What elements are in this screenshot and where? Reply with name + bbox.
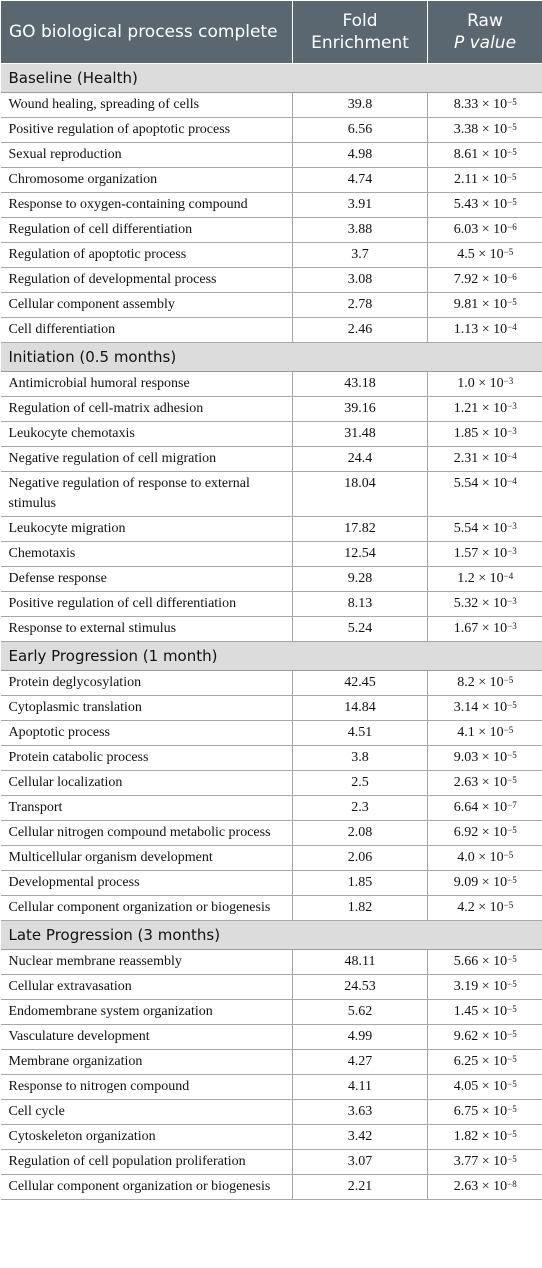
p-value-exponent: −5 bbox=[507, 122, 517, 132]
p-value-cell: $4.05 \times 10^{-5}$ bbox=[428, 1075, 542, 1100]
p-value-exponent: −4 bbox=[503, 571, 514, 581]
p-value-cell: $9.09 \times 10^{-5}$ bbox=[428, 871, 542, 896]
table-row bbox=[1, 243, 542, 268]
fold-enrichment-cell: 3.07 bbox=[293, 1150, 428, 1175]
p-value-mantissa: 4.2 bbox=[457, 900, 475, 915]
table-row bbox=[1, 771, 542, 796]
go-process-cell: Chromosome organization bbox=[1, 168, 293, 193]
p-value-cell: $9.62 \times 10^{-5}$ bbox=[428, 1025, 542, 1050]
table-row bbox=[1, 193, 542, 218]
go-process-cell: Response to nitrogen compound bbox=[1, 1075, 293, 1100]
p-value-cell: $5.54 \times 10^{-3}$ bbox=[428, 517, 542, 542]
p-value-exponent: −3 bbox=[507, 621, 517, 631]
p-value-exponent: −5 bbox=[506, 172, 517, 182]
table-header bbox=[1, 1, 542, 64]
p-value-exponent: −4 bbox=[507, 451, 517, 461]
fold-enrichment-cell: 4.99 bbox=[293, 1025, 428, 1050]
table-body bbox=[1, 64, 542, 1200]
p-value-cell: $1.45 \times 10^{-5}$ bbox=[428, 1000, 542, 1025]
go-process-cell: Leukocyte migration bbox=[1, 517, 293, 542]
go-process-cell: Sexual reproduction bbox=[1, 143, 293, 168]
go-process-cell: Negative regulation of cell migration bbox=[1, 447, 293, 472]
table-row bbox=[1, 268, 542, 293]
table-row bbox=[1, 1075, 542, 1100]
fold-enrichment-cell: 3.91 bbox=[293, 193, 428, 218]
p-value-mantissa: 1.85 bbox=[453, 426, 479, 441]
fold-enrichment-cell: 3.88 bbox=[293, 218, 428, 243]
p-value-mantissa: 4.0 bbox=[457, 850, 475, 865]
fold-enrichment-cell: 4.27 bbox=[293, 1050, 428, 1075]
p-value-exponent: −5 bbox=[507, 197, 517, 207]
p-value-cell: $2.63 \times 10^{-5}$ bbox=[428, 771, 542, 796]
p-value-mantissa: 5.54 bbox=[453, 476, 479, 491]
table-row bbox=[1, 821, 542, 846]
section-title: Early Progression (1 month) bbox=[1, 642, 542, 671]
p-value-exponent: −5 bbox=[507, 97, 517, 107]
p-value-exponent: −5 bbox=[507, 979, 517, 989]
go-process-cell: Protein deglycosylation bbox=[1, 671, 293, 696]
p-value-exponent: −5 bbox=[507, 147, 517, 157]
p-value-cell: $1.2 \times 10^{-4}$ bbox=[428, 567, 542, 592]
p-value-cell: $2.31 \times 10^{-4}$ bbox=[428, 447, 542, 472]
p-value-mantissa: 5.54 bbox=[453, 521, 479, 536]
fold-enrichment-cell: 4.11 bbox=[293, 1075, 428, 1100]
p-value-cell: $6.92 \times 10^{-5}$ bbox=[428, 821, 542, 846]
p-value-cell: $6.75 \times 10^{-5}$ bbox=[428, 1100, 542, 1125]
p-value-exponent: −3 bbox=[507, 546, 517, 556]
fold-enrichment-cell: 2.46 bbox=[293, 318, 428, 343]
table-row bbox=[1, 472, 542, 517]
table-row bbox=[1, 372, 542, 397]
fold-enrichment-cell: 8.13 bbox=[293, 592, 428, 617]
go-process-cell: Positive regulation of cell differentiation bbox=[1, 592, 293, 617]
p-value-exponent: −3 bbox=[507, 426, 517, 436]
p-value-mantissa: 5.43 bbox=[453, 197, 479, 212]
table-row bbox=[1, 168, 542, 193]
header-fold-enrichment: Fold Enrichment bbox=[293, 1, 428, 64]
fold-enrichment-cell: 2.3 bbox=[293, 796, 428, 821]
go-process-cell: Cellular localization bbox=[1, 771, 293, 796]
fold-enrichment-cell: 2.08 bbox=[293, 821, 428, 846]
go-process-cell: Membrane organization bbox=[1, 1050, 293, 1075]
p-value-cell: $6.03 \times 10^{-6}$ bbox=[428, 218, 542, 243]
fold-enrichment-cell: 48.11 bbox=[293, 950, 428, 975]
table-row bbox=[1, 1000, 542, 1025]
go-process-cell: Cellular component organization or biogenesis bbox=[1, 1175, 293, 1200]
p-value-mantissa: 9.09 bbox=[453, 875, 479, 890]
go-process-cell: Chemotaxis bbox=[1, 542, 293, 567]
table-row bbox=[1, 1150, 542, 1175]
p-value-exponent: −5 bbox=[503, 900, 514, 910]
p-value-mantissa: 1.2 bbox=[457, 571, 475, 586]
header-raw-label: Raw bbox=[467, 11, 503, 31]
table-row bbox=[1, 1100, 542, 1125]
p-value-cell: $3.77 \times 10^{-5}$ bbox=[428, 1150, 542, 1175]
p-value-mantissa: 2.11 bbox=[454, 172, 478, 187]
table-row bbox=[1, 1050, 542, 1075]
p-value-exponent: −5 bbox=[507, 954, 517, 964]
p-value-mantissa: 6.92 bbox=[453, 825, 479, 840]
table-row bbox=[1, 846, 542, 871]
p-value-mantissa: 9.62 bbox=[453, 1029, 479, 1044]
p-value-cell: $1.13 \times 10^{-4}$ bbox=[428, 318, 542, 343]
fold-enrichment-cell: 5.62 bbox=[293, 1000, 428, 1025]
p-value-mantissa: 2.63 bbox=[453, 1179, 479, 1194]
go-process-cell: Cellular extravasation bbox=[1, 975, 293, 1000]
p-value-exponent: −5 bbox=[503, 675, 514, 685]
p-value-mantissa: 3.19 bbox=[453, 979, 479, 994]
fold-enrichment-cell: 17.82 bbox=[293, 517, 428, 542]
p-value-mantissa: 6.03 bbox=[453, 222, 479, 237]
go-process-cell: Developmental process bbox=[1, 871, 293, 896]
go-process-cell: Negative regulation of response to external stimulus bbox=[1, 472, 293, 517]
p-value-cell: $7.92 \times 10^{-6}$ bbox=[428, 268, 542, 293]
fold-enrichment-cell: 2.06 bbox=[293, 846, 428, 871]
p-value-mantissa: 1.45 bbox=[453, 1004, 479, 1019]
table-row bbox=[1, 318, 542, 343]
table-row bbox=[1, 671, 542, 696]
p-value-exponent: −5 bbox=[503, 247, 514, 257]
table-row bbox=[1, 796, 542, 821]
p-value-mantissa: 9.81 bbox=[453, 297, 479, 312]
p-value-cell: $9.03 \times 10^{-5}$ bbox=[428, 746, 542, 771]
header-raw-p-value bbox=[428, 1, 542, 64]
table-row bbox=[1, 422, 542, 447]
fold-enrichment-cell: 31.48 bbox=[293, 422, 428, 447]
p-value-mantissa: 4.05 bbox=[453, 1079, 479, 1094]
p-value-mantissa: 8.2 bbox=[457, 675, 475, 690]
p-value-cell: $1.67 \times 10^{-3}$ bbox=[428, 617, 542, 642]
fold-enrichment-cell: 39.8 bbox=[293, 93, 428, 118]
p-value-mantissa: 1.57 bbox=[453, 546, 479, 561]
table-row bbox=[1, 950, 542, 975]
p-value-exponent: −6 bbox=[507, 272, 517, 282]
p-value-mantissa: 6.64 bbox=[453, 800, 479, 815]
go-process-cell: Cytoskeleton organization bbox=[1, 1125, 293, 1150]
fold-enrichment-cell: 24.53 bbox=[293, 975, 428, 1000]
p-value-cell: $4.1 \times 10^{-5}$ bbox=[428, 721, 542, 746]
p-value-cell: $3.19 \times 10^{-5}$ bbox=[428, 975, 542, 1000]
fold-enrichment-cell: 3.63 bbox=[293, 1100, 428, 1125]
go-process-cell: Regulation of cell differentiation bbox=[1, 218, 293, 243]
table-row bbox=[1, 517, 542, 542]
p-value-cell: $8.33 \times 10^{-5}$ bbox=[428, 93, 542, 118]
p-value-mantissa: 7.92 bbox=[453, 272, 479, 287]
section-row bbox=[1, 343, 542, 372]
table-row bbox=[1, 397, 542, 422]
p-value-cell: $8.2 \times 10^{-5}$ bbox=[428, 671, 542, 696]
section-row bbox=[1, 642, 542, 671]
fold-enrichment-cell: 6.56 bbox=[293, 118, 428, 143]
p-value-exponent: −3 bbox=[507, 401, 517, 411]
table-row bbox=[1, 567, 542, 592]
go-process-cell: Endomembrane system organization bbox=[1, 1000, 293, 1025]
p-value-mantissa: 1.21 bbox=[453, 401, 479, 416]
p-value-exponent: −4 bbox=[507, 322, 517, 332]
p-value-mantissa: 8.33 bbox=[453, 97, 479, 112]
p-value-exponent: −5 bbox=[507, 775, 517, 785]
table-row bbox=[1, 118, 542, 143]
fold-enrichment-cell: 42.45 bbox=[293, 671, 428, 696]
fold-enrichment-cell: 4.98 bbox=[293, 143, 428, 168]
p-value-cell: $5.43 \times 10^{-5}$ bbox=[428, 193, 542, 218]
p-value-cell: $4.0 \times 10^{-5}$ bbox=[428, 846, 542, 871]
p-value-mantissa: 2.31 bbox=[453, 451, 479, 466]
fold-enrichment-cell: 2.21 bbox=[293, 1175, 428, 1200]
section-title: Initiation (0.5 months) bbox=[1, 343, 542, 372]
fold-enrichment-cell: 24.4 bbox=[293, 447, 428, 472]
fold-enrichment-cell: 2.5 bbox=[293, 771, 428, 796]
p-value-mantissa: 4.1 bbox=[457, 725, 475, 740]
go-process-cell: Multicellular organism development bbox=[1, 846, 293, 871]
go-process-cell: Nuclear membrane reassembly bbox=[1, 950, 293, 975]
table-row bbox=[1, 746, 542, 771]
p-value-exponent: −6 bbox=[507, 222, 517, 232]
p-value-exponent: −5 bbox=[507, 750, 517, 760]
p-value-mantissa: 1.82 bbox=[453, 1129, 479, 1144]
p-value-exponent: −4 bbox=[507, 476, 517, 486]
p-value-exponent: −5 bbox=[503, 725, 514, 735]
p-value-cell: $1.85 \times 10^{-3}$ bbox=[428, 422, 542, 447]
p-value-cell: $1.57 \times 10^{-3}$ bbox=[428, 542, 542, 567]
p-value-cell: $3.14 \times 10^{-5}$ bbox=[428, 696, 542, 721]
p-value-exponent: −5 bbox=[507, 1104, 517, 1114]
fold-enrichment-cell: 12.54 bbox=[293, 542, 428, 567]
section-row bbox=[1, 921, 542, 950]
p-value-exponent: −7 bbox=[507, 800, 517, 810]
fold-enrichment-cell: 4.51 bbox=[293, 721, 428, 746]
go-process-cell: Cellular nitrogen compound metabolic process bbox=[1, 821, 293, 846]
p-value-cell: $1.0 \times 10^{-3}$ bbox=[428, 372, 542, 397]
p-value-mantissa: 6.25 bbox=[453, 1054, 479, 1069]
table-row bbox=[1, 93, 542, 118]
p-value-mantissa: 1.67 bbox=[453, 621, 479, 636]
fold-enrichment-cell: 3.8 bbox=[293, 746, 428, 771]
table-row bbox=[1, 293, 542, 318]
p-value-cell: $6.64 \times 10^{-7}$ bbox=[428, 796, 542, 821]
go-process-cell: Regulation of cell-matrix adhesion bbox=[1, 397, 293, 422]
go-process-cell: Regulation of cell population proliferation bbox=[1, 1150, 293, 1175]
p-value-mantissa: 4.5 bbox=[457, 247, 475, 262]
p-value-cell: $6.25 \times 10^{-5}$ bbox=[428, 1050, 542, 1075]
p-value-mantissa: 9.03 bbox=[453, 750, 479, 765]
p-value-cell: $9.81 \times 10^{-5}$ bbox=[428, 293, 542, 318]
fold-enrichment-cell: 1.85 bbox=[293, 871, 428, 896]
go-process-cell: Cellular component assembly bbox=[1, 293, 293, 318]
p-value-cell: $8.61 \times 10^{-5}$ bbox=[428, 143, 542, 168]
fold-enrichment-cell: 1.82 bbox=[293, 896, 428, 921]
p-value-mantissa: 2.63 bbox=[453, 775, 479, 790]
table-row bbox=[1, 143, 542, 168]
fold-enrichment-cell: 3.42 bbox=[293, 1125, 428, 1150]
go-process-cell: Vasculature development bbox=[1, 1025, 293, 1050]
table-row bbox=[1, 896, 542, 921]
p-value-exponent: −5 bbox=[507, 1079, 517, 1089]
p-value-mantissa: 3.77 bbox=[453, 1154, 479, 1169]
p-value-exponent: −5 bbox=[507, 1154, 517, 1164]
p-value-cell: $3.38 \times 10^{-5}$ bbox=[428, 118, 542, 143]
go-process-cell: Regulation of developmental process bbox=[1, 268, 293, 293]
table-row bbox=[1, 617, 542, 642]
p-value-exponent: −8 bbox=[507, 1179, 517, 1189]
go-process-cell: Wound healing, spreading of cells bbox=[1, 93, 293, 118]
table-row bbox=[1, 1025, 542, 1050]
p-value-cell: $1.21 \times 10^{-3}$ bbox=[428, 397, 542, 422]
go-process-cell: Cell differentiation bbox=[1, 318, 293, 343]
go-process-cell: Leukocyte chemotaxis bbox=[1, 422, 293, 447]
p-value-exponent: −5 bbox=[507, 1004, 517, 1014]
fold-enrichment-cell: 9.28 bbox=[293, 567, 428, 592]
section-title: Late Progression (3 months) bbox=[1, 921, 542, 950]
p-value-mantissa: 6.75 bbox=[453, 1104, 479, 1119]
table-row bbox=[1, 542, 542, 567]
fold-enrichment-cell: 2.78 bbox=[293, 293, 428, 318]
p-value-mantissa: 1.13 bbox=[453, 322, 479, 337]
go-process-cell: Response to external stimulus bbox=[1, 617, 293, 642]
p-value-cell: $5.54 \times 10^{-4}$ bbox=[428, 472, 542, 517]
fold-enrichment-cell: 39.16 bbox=[293, 397, 428, 422]
p-value-exponent: −5 bbox=[507, 1054, 517, 1064]
go-process-cell: Defense response bbox=[1, 567, 293, 592]
go-process-cell: Protein catabolic process bbox=[1, 746, 293, 771]
table-row bbox=[1, 975, 542, 1000]
go-process-cell: Apoptotic process bbox=[1, 721, 293, 746]
p-value-exponent: −5 bbox=[507, 700, 517, 710]
fold-enrichment-cell: 5.24 bbox=[293, 617, 428, 642]
fold-enrichment-cell: 14.84 bbox=[293, 696, 428, 721]
header-p-value-label: P value bbox=[453, 33, 517, 53]
p-value-exponent: −3 bbox=[507, 596, 517, 606]
fold-enrichment-cell: 3.7 bbox=[293, 243, 428, 268]
go-process-cell: Cell cycle bbox=[1, 1100, 293, 1125]
go-process-cell: Response to oxygen-containing compound bbox=[1, 193, 293, 218]
p-value-exponent: −5 bbox=[507, 1129, 517, 1139]
fold-enrichment-cell: 4.74 bbox=[293, 168, 428, 193]
go-process-cell: Cytoplasmic translation bbox=[1, 696, 293, 721]
p-value-cell: $2.63 \times 10^{-8}$ bbox=[428, 1175, 542, 1200]
go-process-cell: Positive regulation of apoptotic process bbox=[1, 118, 293, 143]
p-value-mantissa: 3.38 bbox=[453, 122, 479, 137]
table-row bbox=[1, 1125, 542, 1150]
go-process-cell: Antimicrobial humoral response bbox=[1, 372, 293, 397]
table-row bbox=[1, 218, 542, 243]
table-row bbox=[1, 1175, 542, 1200]
p-value-exponent: −5 bbox=[507, 875, 517, 885]
p-value-exponent: −5 bbox=[507, 825, 517, 835]
table-row bbox=[1, 592, 542, 617]
p-value-cell: $4.5 \times 10^{-5}$ bbox=[428, 243, 542, 268]
p-value-exponent: −5 bbox=[507, 297, 517, 307]
go-process-cell: Transport bbox=[1, 796, 293, 821]
section-row bbox=[1, 64, 542, 93]
fold-enrichment-cell: 43.18 bbox=[293, 372, 428, 397]
p-value-mantissa: 8.61 bbox=[453, 147, 479, 162]
p-value-cell: $5.66 \times 10^{-5}$ bbox=[428, 950, 542, 975]
table-row bbox=[1, 447, 542, 472]
p-value-mantissa: 3.14 bbox=[453, 700, 479, 715]
p-value-cell: $2.11 \times 10^{-5}$ bbox=[428, 168, 542, 193]
p-value-exponent: −5 bbox=[507, 1029, 517, 1039]
section-title: Baseline (Health) bbox=[1, 64, 542, 93]
p-value-cell: $5.32 \times 10^{-3}$ bbox=[428, 592, 542, 617]
fold-enrichment-cell: 3.08 bbox=[293, 268, 428, 293]
header-go-process: GO biological process complete bbox=[1, 1, 293, 64]
p-value-mantissa: 5.32 bbox=[453, 596, 479, 611]
p-value-exponent: −3 bbox=[503, 376, 514, 386]
p-value-exponent: −3 bbox=[507, 521, 517, 531]
p-value-exponent: −5 bbox=[503, 850, 514, 860]
fold-enrichment-cell: 18.04 bbox=[293, 472, 428, 517]
p-value-cell: $1.82 \times 10^{-5}$ bbox=[428, 1125, 542, 1150]
go-process-cell: Regulation of apoptotic process bbox=[1, 243, 293, 268]
table-row bbox=[1, 871, 542, 896]
table-row bbox=[1, 696, 542, 721]
table-row bbox=[1, 721, 542, 746]
go-process-cell: Cellular component organization or biogenesis bbox=[1, 896, 293, 921]
p-value-mantissa: 1.0 bbox=[457, 376, 475, 391]
p-value-cell: $4.2 \times 10^{-5}$ bbox=[428, 896, 542, 921]
p-value-mantissa: 5.66 bbox=[453, 954, 479, 969]
